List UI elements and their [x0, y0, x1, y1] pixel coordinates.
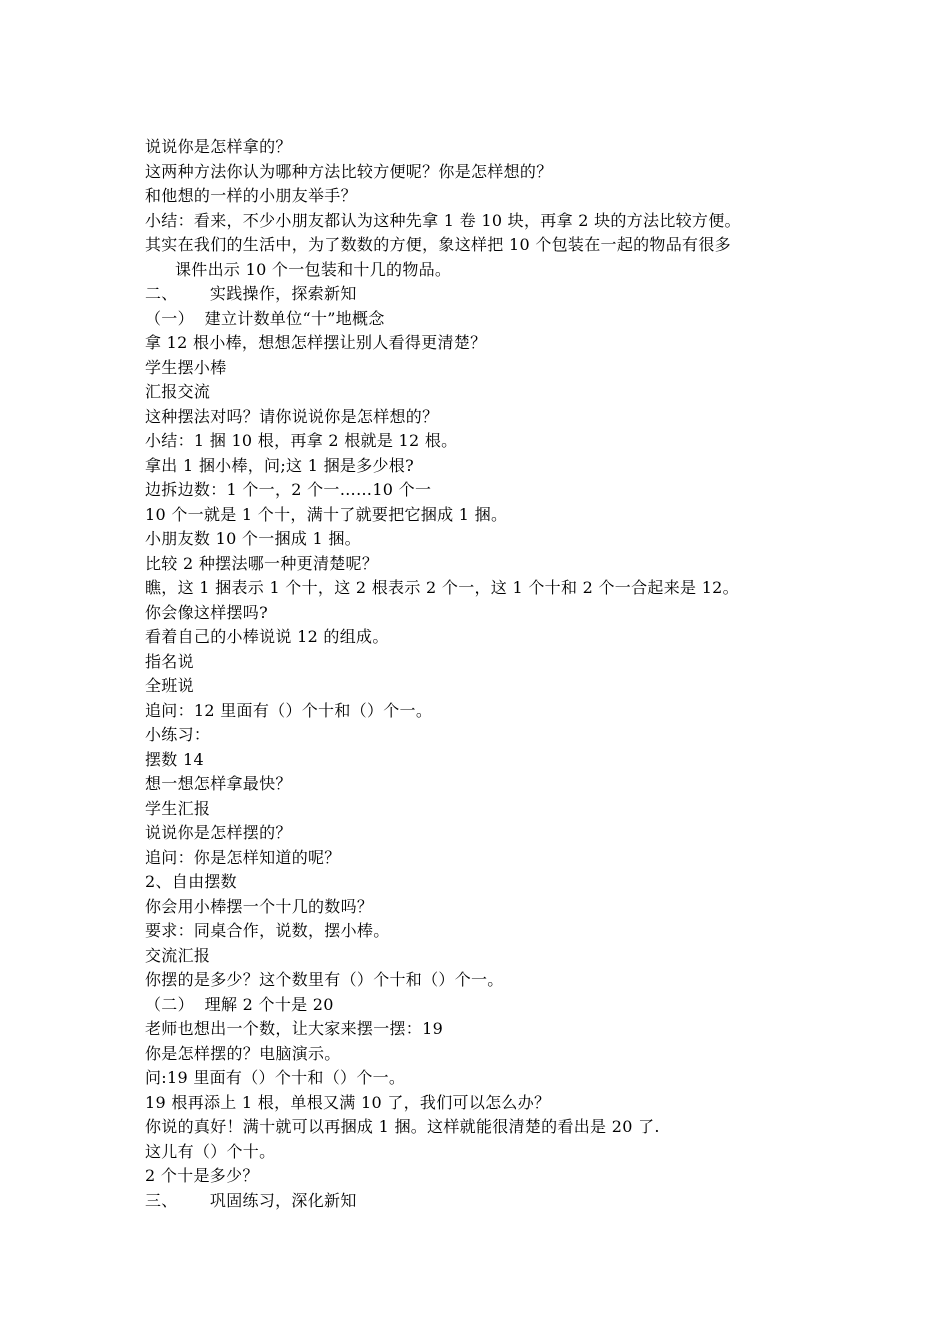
text-line: 指名说 — [145, 651, 194, 671]
text-line: 10 个一就是 1 个十，满十了就要把它捆成 1 捆。 — [145, 504, 508, 524]
text-line: 小结：看来，不少小朋友都认为这种先拿 1 卷 10 块，再拿 2 块的方法比较方便。 — [145, 210, 741, 230]
text-line: 问:19 里面有（）个十和（）个一。 — [145, 1068, 406, 1087]
text-line: 2 个十是多少？ — [145, 1166, 259, 1185]
text-line: 这种摆法对吗？请你说说你是怎样想的？ — [145, 406, 439, 426]
text-line: 要求：同桌合作，说数，摆小棒。 — [145, 921, 390, 940]
document-body — [145, 135, 845, 1213]
subsection-heading: 2、自由摆数 — [145, 872, 237, 891]
text-line: 拿出 1 捆小棒，问;这 1 捆是多少根? — [145, 455, 414, 475]
text-line: 你说的真好！满十就可以再捆成 1 捆。这样就能很清楚的看出是 20 了. — [145, 1117, 660, 1136]
text-line: 你是怎样摆的？电脑演示。 — [145, 1043, 341, 1063]
text-line: 瞧，这 1 捆表示 1 个十，这 2 根表示 2 个一，这 1 个十和 2 个一合起来是 12。 — [145, 578, 739, 597]
text-line: 学生汇报 — [145, 798, 211, 818]
text-line: 和他想的一样的小朋友举手？ — [145, 186, 357, 205]
text-line: 你摆的是多少？这个数里有（）个十和（）个一。 — [145, 970, 504, 989]
text-line: 追问：12 里面有（）个十和（）个一。 — [145, 700, 433, 720]
text-line: 摆数 14 — [145, 749, 204, 769]
text-line: 全班说 — [145, 676, 194, 695]
text-line: 说说你是怎样拿的？ — [145, 137, 292, 156]
text-line: 追问：你是怎样知道的呢？ — [145, 847, 341, 867]
text-line: 你会像这样摆吗? — [145, 602, 268, 622]
text-line: 学生摆小棒 — [145, 357, 227, 377]
section-heading: 二、 实践操作，探索新知 — [145, 284, 357, 303]
subsection-heading: （一） 建立计数单位“十”地概念 — [145, 308, 385, 328]
text-line: 小结：1 捆 10 根，再拿 2 根就是 12 根。 — [145, 431, 458, 450]
text-line: 汇报交流 — [145, 382, 211, 401]
text-line: 说说你是怎样摆的？ — [145, 823, 292, 842]
text-line: 比较 2 种摆法哪一种更清楚呢？ — [145, 553, 379, 573]
text-line: 19 根再添上 1 根，单根又满 10 了，我们可以怎么办？ — [145, 1092, 551, 1112]
text-line: 你会用小棒摆一个十几的数吗？ — [145, 896, 374, 916]
text-line: 这两种方法你认为哪种方法比较方便呢？你是怎样想的？ — [145, 161, 553, 181]
text-line: 小练习： — [145, 725, 211, 744]
text-line: 课件出示 10 个一包装和十几的物品。 — [175, 259, 452, 279]
text-line: 交流汇报 — [145, 945, 211, 965]
text-line: 想一想怎样拿最快？ — [145, 774, 292, 793]
text-line: 小朋友数 10 个一捆成 1 捆。 — [145, 529, 361, 548]
text-line: 这儿有（）个十。 — [145, 1141, 276, 1161]
text-line: 边拆边数：1 个一，2 个一……10 个一 — [145, 480, 432, 499]
section-heading: 三、 巩固练习，深化新知 — [145, 1190, 357, 1210]
subsection-heading: （二） 理解 2 个十是 20 — [145, 994, 334, 1014]
text-line: 看着自己的小棒说说 12 的组成。 — [145, 627, 389, 646]
text-line: 老师也想出一个数，让大家来摆一摆：19 — [145, 1019, 444, 1038]
text-line: 其实在我们的生活中，为了数数的方便，象这样把 10 个包装在一起的物品有很多 — [145, 235, 731, 254]
text-line: 拿 12 根小棒，想想怎样摆让别人看得更清楚？ — [145, 333, 487, 352]
